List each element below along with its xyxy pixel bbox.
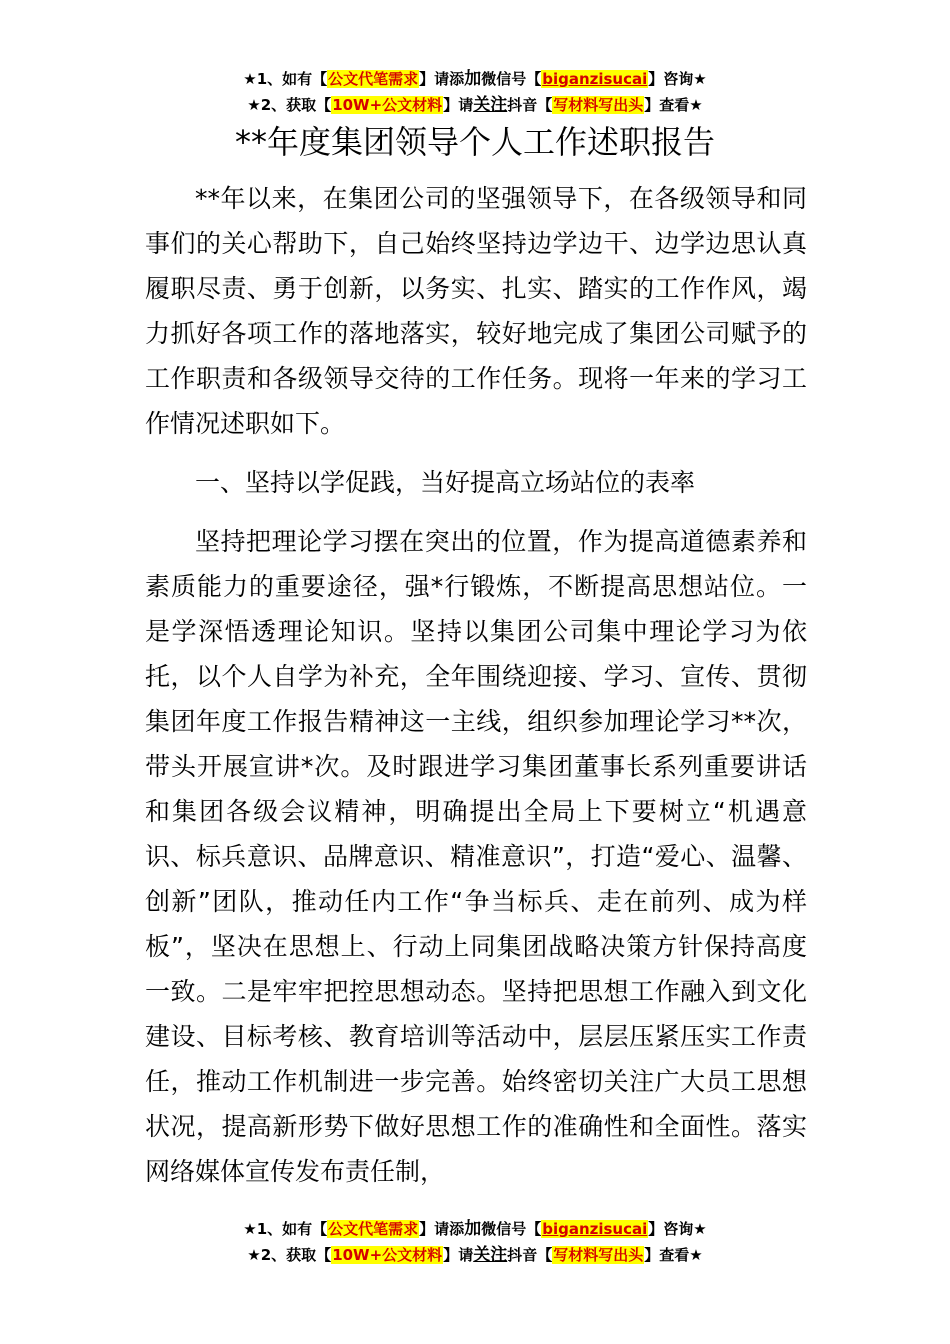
banner-highlight: 写材料写出头	[553, 1246, 644, 1264]
banner-text: 】咨询★	[648, 70, 707, 88]
banner-wechat-id: biganzisucai	[542, 1220, 648, 1238]
banner-text: 】查看★	[644, 1246, 703, 1264]
banner-bold-text: 关注	[473, 1245, 508, 1265]
banner-line-2	[0, 92, 950, 118]
banner-bold-text: 加	[464, 1219, 482, 1239]
banner-highlight: 公文代笔需求	[328, 70, 419, 88]
banner-text: 】请	[443, 1246, 474, 1264]
top-banner	[0, 66, 950, 118]
banner-text: 】请	[443, 96, 474, 114]
banner-text: ★2、获取【	[247, 1246, 332, 1264]
banner-bold-text: 加	[464, 69, 482, 89]
document-body	[145, 176, 807, 1194]
section-heading-1: 一、坚持以学促践，当好提高立场站位的表率	[195, 468, 696, 497]
banner-highlight: 写材料写出头	[553, 96, 644, 114]
banner-text: 微信号【	[481, 1220, 542, 1238]
banner-line-1	[0, 66, 950, 92]
banner-text: 抖音【	[507, 96, 553, 114]
banner-bold-text: 关注	[473, 95, 508, 115]
banner-text: ★1、如有【	[243, 70, 328, 88]
banner-highlight: 10W+公文材料	[332, 96, 443, 114]
banner-text: ★1、如有【	[243, 1220, 328, 1238]
banner-line-2	[0, 1242, 950, 1268]
banner-text: 】咨询★	[648, 1220, 707, 1238]
banner-wechat-id: biganzisucai	[542, 70, 648, 88]
banner-text: ★2、获取【	[247, 96, 332, 114]
banner-text: 微信号【	[481, 70, 542, 88]
banner-text: 】请添	[419, 1220, 465, 1238]
banner-text: 】请添	[419, 70, 465, 88]
document-title: **年度集团领导个人工作述职报告	[234, 123, 715, 161]
banner-highlight: 公文代笔需求	[328, 1220, 419, 1238]
banner-highlight: 10W+公文材料	[332, 1246, 443, 1264]
banner-text: 】查看★	[644, 96, 703, 114]
bottom-banner	[0, 1216, 950, 1268]
banner-line-1	[0, 1216, 950, 1242]
paragraph-section-1: 坚持把理论学习摆在突出的位置，作为提高道德素养和素质能力的重要途径，强*行锻炼，不断提高思想站位。一是学深悟透理论知识。坚持以集团公司集中理论学习为依托，以个人自学为补充，全年围绕迎接、学习、宣传、贯彻集团年度工作报告精神这一主线，组织参加理论学习**次，带头开展宣讲*次。及时跟进学习集团董事长系列重要讲话和集团各级会议精神，明确提出全局上下要树立“机遇意识、标兵意识、品牌意识、精准意识”，打造“爱心、温馨、创新”团队，推动任内工作“争当标兵、走在前列、成为样板”，坚决在思想上、行动上同集团战略决策方针保持高度一致。二是牢牢把控思想动态。坚持把思想工作融入到文化建设、目标考核、教育培训等活动中，层层压紧压实工作责任，推动工作机制进一步完善。始终密切关注广大员工思想状况，提高新形势下做好思想工作的准确性和全面性。落实网络媒体宣传发布责任制，	[145, 527, 807, 1186]
paragraph-intro: **年以来，在集团公司的坚强领导下，在各级领导和同事们的关心帮助下，自己始终坚持边学边干、边学边思认真履职尽责、勇于创新，以务实、扎实、踏实的工作作风，竭力抓好各项工作的落地落实，较好地完成了集团公司赋予的工作职责和各级领导交待的工作任务。现将一年来的学习工作情况述职如下。	[145, 184, 807, 438]
banner-text: 抖音【	[507, 1246, 553, 1264]
